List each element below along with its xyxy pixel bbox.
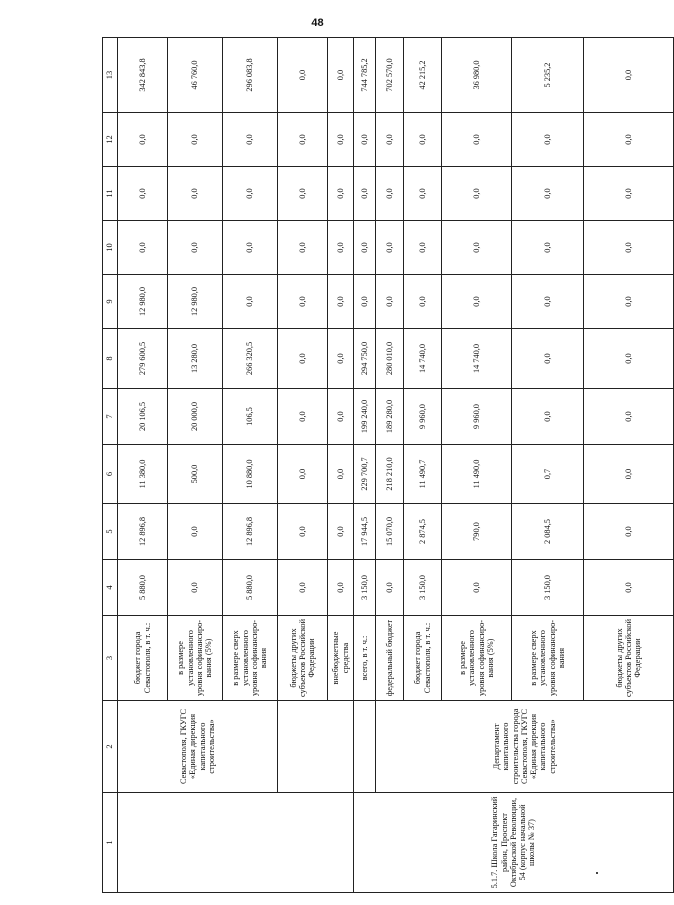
scan-speck bbox=[596, 872, 598, 874]
column-header: 11 bbox=[103, 167, 118, 221]
value-cell: 9 960,0 bbox=[404, 389, 442, 445]
source-cell: федеральный бюджет bbox=[376, 616, 404, 701]
value-cell: 12 980,0 bbox=[168, 275, 223, 329]
value-cell: 0,0 bbox=[442, 167, 512, 221]
table-row bbox=[278, 38, 328, 893]
value-cell: 0,0 bbox=[584, 504, 674, 560]
value-cell: 0,0 bbox=[328, 167, 354, 221]
value-cell: 500,0 bbox=[168, 445, 223, 504]
owner-cell: Севастополя, ГКУГС «Единая дирекция капитального строительства» bbox=[118, 701, 278, 793]
value-cell: 279 600,5 bbox=[118, 329, 168, 389]
value-cell: 0,0 bbox=[328, 560, 354, 616]
value-cell: 0,0 bbox=[118, 113, 168, 167]
value-cell: 0,0 bbox=[354, 275, 376, 329]
value-cell: 0,0 bbox=[404, 275, 442, 329]
column-header: 3 bbox=[103, 616, 118, 701]
value-cell: 0,0 bbox=[354, 221, 376, 275]
value-cell: 0,0 bbox=[223, 113, 278, 167]
value-cell: 0,0 bbox=[168, 221, 223, 275]
value-cell: 218 210,0 bbox=[376, 445, 404, 504]
block1-body bbox=[118, 38, 354, 893]
value-cell: 2 084,5 bbox=[512, 504, 584, 560]
value-cell: 0,0 bbox=[168, 560, 223, 616]
block2-body bbox=[354, 38, 674, 893]
value-cell: 0,0 bbox=[512, 221, 584, 275]
value-cell: 11 490,7 bbox=[404, 445, 442, 504]
value-cell: 11 380,0 bbox=[118, 445, 168, 504]
value-cell: 0,0 bbox=[328, 445, 354, 504]
column-header: 6 bbox=[103, 445, 118, 504]
value-cell: 0,0 bbox=[328, 504, 354, 560]
value-cell: 5 880,0 bbox=[118, 560, 168, 616]
value-cell: 0,0 bbox=[168, 504, 223, 560]
table-frame bbox=[102, 38, 643, 893]
value-cell: 0,0 bbox=[223, 167, 278, 221]
value-cell: 20 106,5 bbox=[118, 389, 168, 445]
source-cell: в размере сверх установленного уровня софинансиро-вания bbox=[512, 616, 584, 701]
value-cell: 0,0 bbox=[328, 113, 354, 167]
value-cell: 744 785,2 bbox=[354, 38, 376, 113]
value-cell: 702 570,0 bbox=[376, 38, 404, 113]
value-cell: 0,0 bbox=[584, 167, 674, 221]
value-cell: 12 896,8 bbox=[223, 504, 278, 560]
column-header: 5 bbox=[103, 504, 118, 560]
value-cell: 199 240,0 bbox=[354, 389, 376, 445]
value-cell: 0,0 bbox=[512, 113, 584, 167]
value-cell: 0,0 bbox=[404, 167, 442, 221]
value-cell: 0,0 bbox=[584, 113, 674, 167]
value-cell: 0,0 bbox=[278, 113, 328, 167]
value-cell: 0,0 bbox=[584, 329, 674, 389]
value-cell: 229 700,7 bbox=[354, 445, 376, 504]
value-cell: 0,0 bbox=[584, 389, 674, 445]
value-cell: 0,0 bbox=[512, 275, 584, 329]
value-cell: 266 320,5 bbox=[223, 329, 278, 389]
source-cell: всего, в т. ч.: bbox=[354, 616, 376, 701]
value-cell: 0,0 bbox=[328, 275, 354, 329]
value-cell: 0,0 bbox=[376, 113, 404, 167]
value-cell: 106,5 bbox=[223, 389, 278, 445]
column-number-row bbox=[103, 38, 118, 893]
owner-cell-empty bbox=[278, 701, 354, 793]
value-cell: 11 490,0 bbox=[442, 445, 512, 504]
value-cell: 0,0 bbox=[404, 113, 442, 167]
column-header: 2 bbox=[103, 701, 118, 793]
value-cell: 0,0 bbox=[512, 329, 584, 389]
budget-table bbox=[102, 37, 674, 893]
value-cell: 14 740,0 bbox=[404, 329, 442, 389]
value-cell: 294 750,0 bbox=[354, 329, 376, 389]
value-cell: 790,0 bbox=[442, 504, 512, 560]
source-cell: в размере сверх установленного уровня софинансиро-вания bbox=[223, 616, 278, 701]
value-cell: 3 150,0 bbox=[354, 560, 376, 616]
value-cell: 46 760,0 bbox=[168, 38, 223, 113]
value-cell: 0,0 bbox=[376, 221, 404, 275]
value-cell: 3 150,0 bbox=[404, 560, 442, 616]
value-cell: 0,0 bbox=[354, 167, 376, 221]
value-cell: 0,0 bbox=[278, 389, 328, 445]
value-cell: 0,0 bbox=[223, 221, 278, 275]
value-cell: 0,0 bbox=[512, 389, 584, 445]
value-cell: 42 215,2 bbox=[404, 38, 442, 113]
source-cell: бюджет города Севастополя, в т. ч.: bbox=[118, 616, 168, 701]
column-header: 8 bbox=[103, 329, 118, 389]
value-cell: 0,0 bbox=[328, 389, 354, 445]
value-cell: 15 070,0 bbox=[376, 504, 404, 560]
value-cell: 13 280,0 bbox=[168, 329, 223, 389]
value-cell: 0,0 bbox=[376, 275, 404, 329]
page-number: 48 bbox=[311, 17, 324, 29]
column-header: 12 bbox=[103, 113, 118, 167]
source-cell: бюджеты других субъектов Российской Федерации bbox=[584, 616, 674, 701]
value-cell: 0,7 bbox=[512, 445, 584, 504]
value-cell: 0,0 bbox=[328, 329, 354, 389]
column-header: 9 bbox=[103, 275, 118, 329]
value-cell: 0,0 bbox=[278, 167, 328, 221]
value-cell: 0,0 bbox=[278, 329, 328, 389]
column-header: 13 bbox=[103, 38, 118, 113]
value-cell: 0,0 bbox=[168, 167, 223, 221]
object-name-cell bbox=[118, 793, 354, 893]
value-cell: 0,0 bbox=[168, 113, 223, 167]
value-cell: 20 000,0 bbox=[168, 389, 223, 445]
value-cell: 0,0 bbox=[584, 445, 674, 504]
value-cell: 0,0 bbox=[328, 221, 354, 275]
value-cell: 17 944,5 bbox=[354, 504, 376, 560]
value-cell: 0,0 bbox=[442, 275, 512, 329]
table-row bbox=[376, 38, 404, 893]
value-cell: 0,0 bbox=[442, 113, 512, 167]
value-cell: 0,0 bbox=[278, 504, 328, 560]
value-cell: 0,0 bbox=[376, 560, 404, 616]
source-cell: в размере установленного уровня софинансиро-вания (5%) bbox=[168, 616, 223, 701]
object-name-cell: 5.1.7. Школа Гагаринский район, Проспект Октябрьской Революции, 54 (корпус начальной школы № 37) bbox=[354, 793, 674, 893]
source-cell: внебюджетные средства bbox=[328, 616, 354, 701]
value-cell: 0,0 bbox=[278, 221, 328, 275]
rotated-page-content bbox=[102, 38, 643, 893]
owner-cell: Департамент капитального строительства города Севастополя, ГКУГС «Единая дирекция капитального строительства» bbox=[376, 701, 674, 793]
value-cell: 36 980,0 bbox=[442, 38, 512, 113]
value-cell: 0,0 bbox=[512, 167, 584, 221]
value-cell: 10 880,0 bbox=[223, 445, 278, 504]
column-header: 10 bbox=[103, 221, 118, 275]
table-row bbox=[118, 38, 168, 893]
value-cell: 0,0 bbox=[328, 38, 354, 113]
value-cell: 0,0 bbox=[404, 221, 442, 275]
value-cell: 3 150,0 bbox=[512, 560, 584, 616]
table-row bbox=[354, 38, 376, 893]
value-cell: 296 083,8 bbox=[223, 38, 278, 113]
value-cell: 0,0 bbox=[442, 560, 512, 616]
value-cell: 0,0 bbox=[118, 221, 168, 275]
value-cell: 0,0 bbox=[118, 167, 168, 221]
value-cell: 0,0 bbox=[584, 221, 674, 275]
value-cell: 342 843,8 bbox=[118, 38, 168, 113]
value-cell: 0,0 bbox=[223, 275, 278, 329]
value-cell: 12 896,8 bbox=[118, 504, 168, 560]
source-cell: бюджеты других субъектов Российской Федерации bbox=[278, 616, 328, 701]
value-cell: 14 740,0 bbox=[442, 329, 512, 389]
value-cell: 5 235,2 bbox=[512, 38, 584, 113]
value-cell: 0,0 bbox=[442, 221, 512, 275]
owner-cell-empty bbox=[354, 701, 376, 793]
value-cell: 0,0 bbox=[584, 560, 674, 616]
value-cell: 0,0 bbox=[354, 113, 376, 167]
value-cell: 0,0 bbox=[584, 275, 674, 329]
column-header: 4 bbox=[103, 560, 118, 616]
source-cell: бюджет города Севастополя, в т. ч.: bbox=[404, 616, 442, 701]
value-cell: 280 010,0 bbox=[376, 329, 404, 389]
value-cell: 0,0 bbox=[376, 167, 404, 221]
column-header: 7 bbox=[103, 389, 118, 445]
value-cell: 0,0 bbox=[278, 560, 328, 616]
value-cell: 5 880,0 bbox=[223, 560, 278, 616]
source-cell: в размере установленного уровня софинансиро-вания (5%) bbox=[442, 616, 512, 701]
value-cell: 0,0 bbox=[278, 38, 328, 113]
value-cell: 2 874,5 bbox=[404, 504, 442, 560]
column-header: 1 bbox=[103, 793, 118, 893]
value-cell: 0,0 bbox=[584, 38, 674, 113]
value-cell: 12 980,0 bbox=[118, 275, 168, 329]
value-cell: 0,0 bbox=[278, 275, 328, 329]
value-cell: 189 280,0 bbox=[376, 389, 404, 445]
value-cell: 9 960,0 bbox=[442, 389, 512, 445]
value-cell: 0,0 bbox=[278, 445, 328, 504]
